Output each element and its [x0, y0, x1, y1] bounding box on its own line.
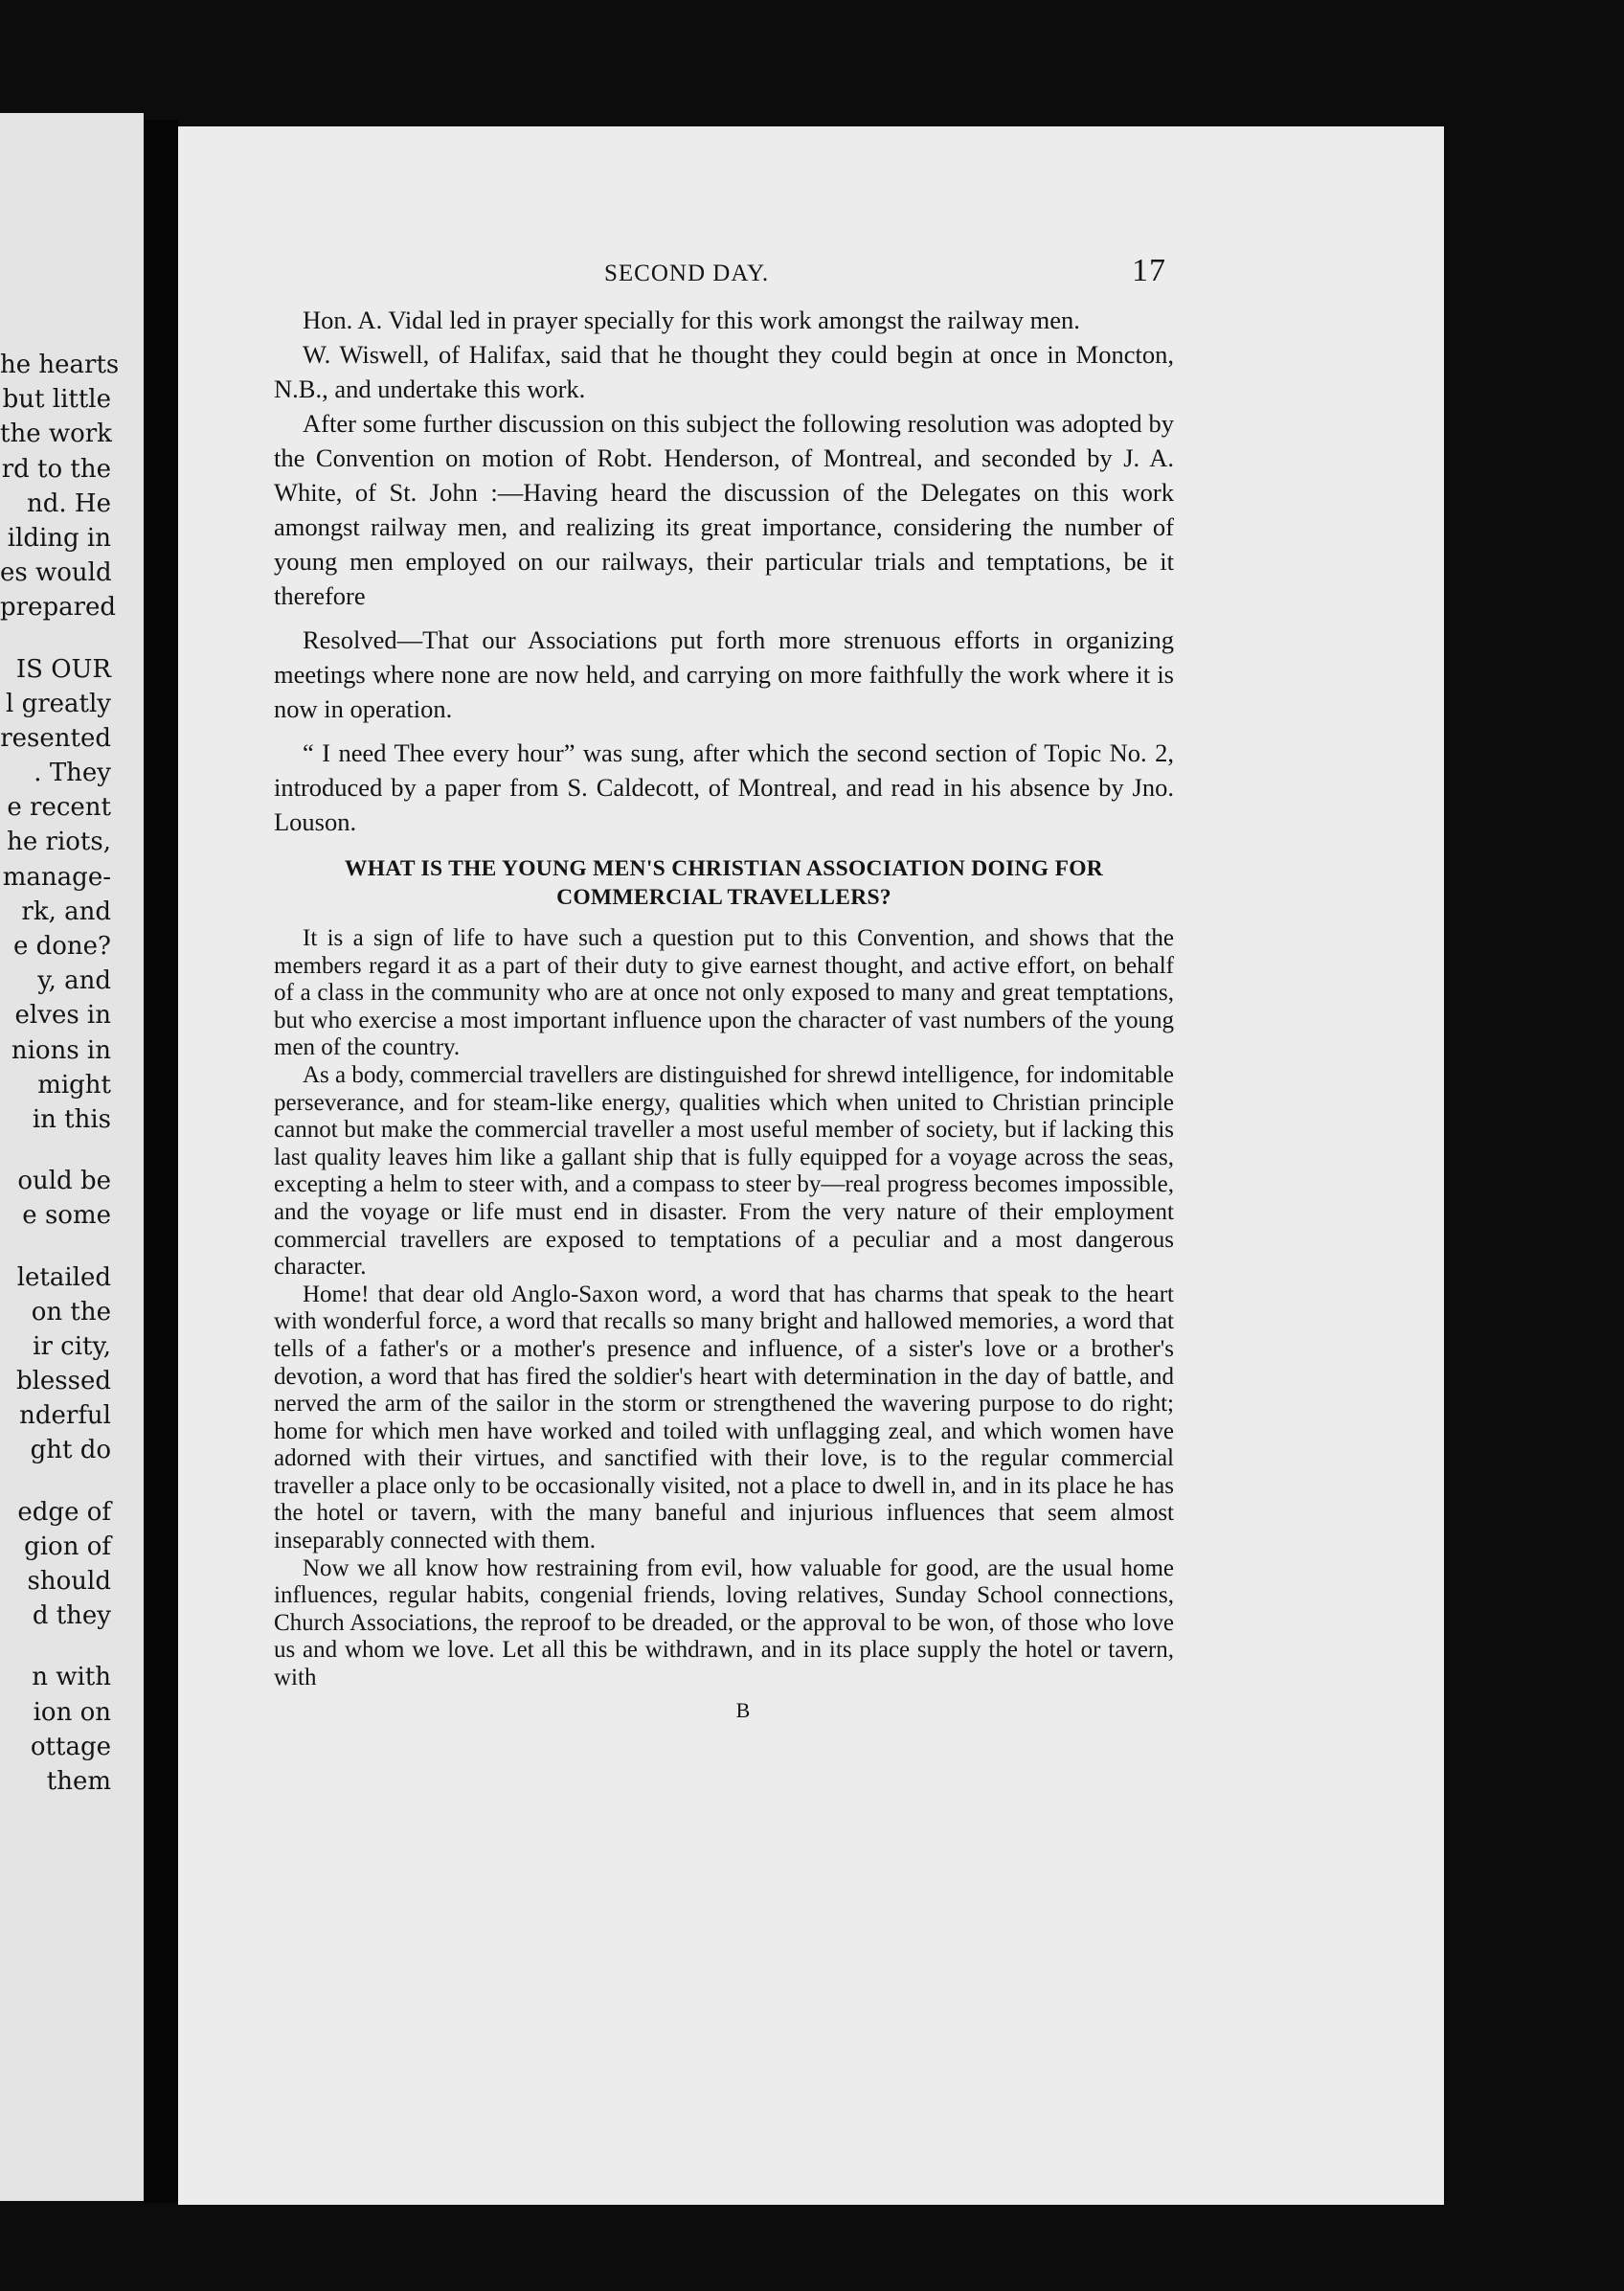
- facing-page-line: letailed: [16, 1262, 111, 1292]
- facing-page-lines: [0, 348, 144, 1799]
- facing-page-line: blessed: [15, 1367, 111, 1396]
- facing-page-line: ottage: [30, 1732, 111, 1761]
- facing-page-line: manage-: [2, 862, 111, 892]
- facing-page-line: ilding in: [7, 523, 111, 553]
- facing-page-line: in this: [32, 1104, 111, 1134]
- facing-page-line: [0, 1468, 144, 1495]
- facing-page-line: rk, and: [21, 896, 111, 926]
- book-gutter: [144, 120, 178, 2203]
- facing-page-line: nd. He: [27, 488, 111, 518]
- facing-page-line: nions in: [11, 1035, 111, 1065]
- facing-page-line: might: [37, 1070, 111, 1100]
- facing-page-line: rd to the: [1, 454, 111, 484]
- section-heading: WHAT IS THE YOUNG MEN'S CHRISTIAN ASSOCIATION DOING FOR COMMERCIAL TRAVELLERS?: [344, 856, 1104, 910]
- paragraph-hymn: “ I need Thee every hour” was sung, after which the second section of Topic No. 2, introduced by a paper from S. Caldecott, of Montreal, and read in his absence by Jno. Louson.: [274, 738, 1174, 836]
- facing-page-line: the work: [0, 420, 112, 449]
- minutes-section: [274, 303, 1174, 839]
- paragraph-resolved: Resolved—That our Associations put forth more strenuous efforts in organizing meetings where none are now held, and carrying on more faithfully the work where it is now in operation.: [274, 625, 1174, 723]
- facing-page-line: e done?: [12, 932, 111, 961]
- book-page: [178, 126, 1444, 2205]
- facing-page-line: d they: [32, 1601, 111, 1631]
- facing-page-line: should: [27, 1567, 111, 1596]
- signature-mark: B: [735, 1697, 751, 1722]
- facing-page-line: IS OUR: [15, 654, 111, 684]
- paragraph-vidal-prayer: Hon. A. Vidal led in prayer specially for this work amongst the railway men.: [303, 306, 1080, 334]
- facing-page-line: ion on: [33, 1697, 111, 1727]
- facing-page-line: [0, 1137, 144, 1164]
- facing-page-line: them: [46, 1766, 111, 1796]
- facing-page-line: ir city,: [33, 1331, 111, 1361]
- facing-page-line: [0, 625, 144, 652]
- facing-page-line: but little: [2, 385, 111, 415]
- facing-page-line: elves in: [14, 1001, 111, 1031]
- paragraph-home-influences: Now we all know how restraining from evil, how valuable for good, are the usual home influences, regular habits, congenial friends, loving relatives, Sunday School connections, Church Associations, the reproof to be dreaded, or the approval to be won, of those who love us and whom we love. Let all this be withdrawn, and in its place supply the hotel or tavern, with: [274, 1554, 1174, 1691]
- running-head: [274, 253, 1174, 299]
- facing-page-fragment: [0, 113, 144, 2201]
- facing-page-line: [0, 1234, 144, 1260]
- facing-page-line: on the: [31, 1297, 111, 1327]
- facing-page-line: ould be: [17, 1167, 111, 1196]
- paragraph-resolution-motion: After some further discussion on this subject the following resolution was adopted by the Convention on motion of Robt. Henderson, of Montreal, and seconded by J. A. White, of St. John :—Having heard the discussion of the Delegates on this work amongst railway men, and realizing its great importance, considering the number of young men employed on our railways, their particular trials and temptations, be it therefore: [274, 409, 1174, 610]
- facing-page-line: e recent: [7, 793, 111, 823]
- paper-body: [274, 925, 1174, 1692]
- facing-page-line: n with: [32, 1663, 111, 1692]
- paragraph-as-a-body: As a body, commercial travellers are distinguished for shrewd intelligence, for indomitable perseverance, and for steam-like energy, qualities which when united to Christian principle cannot but make the commercial traveller a most useful member of society, but if lacking this last quality leaves him like a gallant ship that is fully equipped for a voyage across the seas, excepting a helm to steer with, and a compass to steer by—real progress becomes impossible, and the voyage or life must end in disaster. From the very nature of their employment commercial travellers are exposed to temptations of a peculiar and a most dangerous character.: [274, 1061, 1174, 1281]
- facing-page-line: e some: [22, 1201, 111, 1231]
- paragraph-sign-of-life: It is a sign of life to have such a question put to this Convention, and shows that the members regard it as a part of their duty to give earnest thought, and active effort, on behalf of a class in the community who are at once not only exposed to many and great temptations, but who exercise a most important influence upon the character of vast numbers of the young men of the country.: [274, 925, 1174, 1061]
- facing-page-line: prepared: [0, 593, 117, 623]
- facing-page-line: edge of: [17, 1497, 111, 1527]
- facing-page-line: y, and: [37, 966, 111, 996]
- facing-page-line: he riots,: [7, 828, 111, 857]
- facing-page-line: . They: [34, 759, 111, 788]
- facing-page-line: he hearts: [0, 351, 120, 379]
- paragraph-home: Home! that dear old Anglo-Saxon word, a word that has charms that speak to the heart with wonderful force, a word that recalls so many bright and hallowed memories, a word that tells of a father's or a mother's presence and influence, of a sister's love or a brother's devotion, a word that has fired the soldier's heart with determination in the day of battle, and nerved the arm of the sailor in the storm or strengthened the wavering purpose to do right; home for which men have worked and toiled with unflagging zeal, and which women have adorned with their virtues, and sanctified with their love, is to the regular commercial traveller a place only to be occasionally visited, not a place to dwell in, and in its place he has the hotel or tavern, with the many baneful and injurious influences that seem almost inseparably connected with them.: [274, 1281, 1174, 1554]
- paragraph-wiswell: W. Wiswell, of Halifax, said that he thought they could begin at once in Moncton, N.B., and undertake this work.: [274, 340, 1174, 403]
- facing-page-line: ght do: [30, 1436, 111, 1465]
- facing-page-line: [0, 1633, 144, 1660]
- facing-page-line: resented: [0, 723, 111, 753]
- facing-page-line: l greatly: [6, 689, 111, 718]
- page-number: 17: [1132, 253, 1166, 288]
- facing-page-line: gion of: [24, 1531, 111, 1561]
- running-title: SECOND DAY.: [604, 261, 770, 286]
- facing-page-line: nderful: [19, 1401, 111, 1431]
- page-text-block: [274, 253, 1174, 1723]
- facing-page-line: es would: [0, 558, 112, 588]
